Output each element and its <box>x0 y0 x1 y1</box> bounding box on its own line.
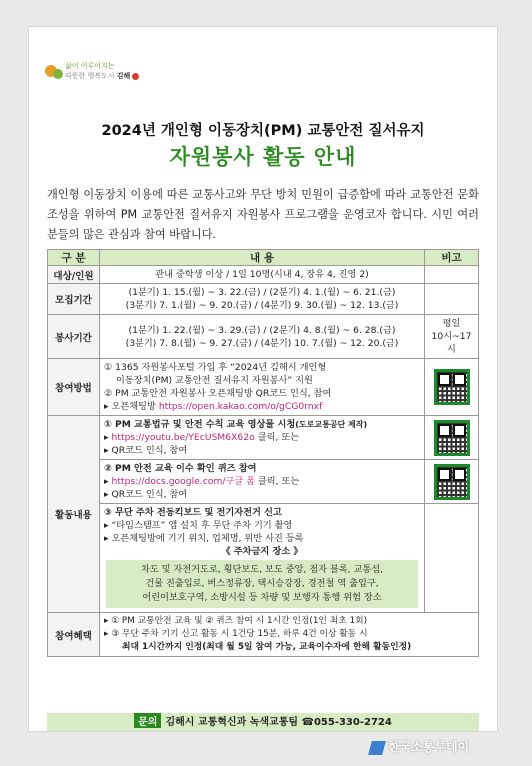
video-qr-code[interactable] <box>434 420 470 456</box>
service-line2: (3분기) 7. 8.(월) ~ 9. 27.(금) / (4분기) 10. 7.(월) ~ 12. 20.(금) <box>125 337 399 349</box>
activity3-title <box>104 506 420 519</box>
no-parking-line3: 어린이보호구역, 소방시설 등 차량 및 보행자 통행 위험 장소 <box>142 592 382 603</box>
logo-leaf-icon <box>53 69 63 79</box>
service-line1: (1분기) 1. 22.(월) ~ 3. 29.(금) / (2분기) 4. 8.(월) ~ 6. 28.(금) <box>128 324 396 336</box>
no-parking-line1: 차도 및 자전거도로, 횡단보도, 보도 중앙, 점자 블록, 교통섬, <box>140 564 384 575</box>
logo-line2 <box>65 71 139 81</box>
method-label: 참여방법 <box>48 359 100 416</box>
contact-text: 김해시 교통혁신과 녹색교통팀 ☎055-330-2724 <box>165 717 392 728</box>
activity3-title-text: ③ 무단 주차 전동킥보드 및 전기자전거 신고 <box>104 507 282 518</box>
method-line4 <box>104 400 420 413</box>
no-parking-title: 《 주차금지 장소 》 <box>221 546 303 557</box>
openchat-qr-code[interactable] <box>434 369 470 405</box>
activity2-title-text: ② PM 안전 교육 이수 확인 퀴즈 참여 <box>104 463 257 474</box>
watermark <box>370 738 469 755</box>
flyer-page <box>28 26 498 732</box>
method-line3: ② PM 교통안전 자원봉사 오픈채팅방 QR코드 인식, 참여 <box>104 388 332 399</box>
benefit-label: 참여혜택 <box>48 613 100 657</box>
activity3-line1: ▸ “타임스탬프” 앱 설치 후 무단 주차 기기 촬영 <box>104 520 293 531</box>
contact-bar <box>47 713 479 731</box>
activity2-title <box>104 462 420 475</box>
no-parking-line2: 건물 진출입로, 버스정류장, 택시승강장, 경전철 역 출입구, <box>145 578 379 589</box>
quiz-link[interactable]: https://docs.google.com/구글 폼 <box>111 476 255 487</box>
activity1-qr-line: ▸ QR코드 인식, 참여 <box>104 445 188 456</box>
method-line2: 이동장치(PM) 교통안전 질서유지 자원봉사” 지원 <box>116 375 313 386</box>
service-label: 봉사기간 <box>48 315 100 359</box>
activity1-title <box>104 418 420 431</box>
header-content: 내 용 <box>100 250 425 266</box>
logo-city: 김해 <box>116 72 131 80</box>
activity3-line2: ▸ 오픈채팅방에 기기 위치, 업체명, 위반 사진 등록 <box>104 533 304 544</box>
method-line4-pre: ▸ 오픈채팅방 <box>104 401 159 412</box>
contact-tag: 문의 <box>134 713 161 728</box>
activity2-qr-line: ▸ QR코드 인식, 참여 <box>104 489 188 500</box>
header-note: 비고 <box>425 250 479 266</box>
recruit-line2: (3분기) 7. 1.(월) ~ 9. 20.(금) / (4분기) 9. 30.(월) ~ 12. 13.(금) <box>125 300 399 311</box>
activity2-link-line: ▸ https://docs.google.com/구글 폼 클릭, 또는 <box>104 476 300 487</box>
flyer-subtitle: 자원봉사 활동 안내 <box>169 145 357 169</box>
method-line1: ① 1365 자원봉사포털 가입 후 “2024년 김해시 개인형 <box>104 362 327 373</box>
activity2-after: 클릭, 또는 <box>255 476 300 487</box>
target-label: 대상/인원 <box>48 266 100 284</box>
logo-dot-icon <box>132 73 139 80</box>
quiz-qr-code[interactable] <box>434 464 470 500</box>
city-logo <box>45 61 165 101</box>
activity1-after: 클릭, 또는 <box>254 432 299 443</box>
service-note2: 10시~17시 <box>431 331 472 355</box>
flyer-title: 2024년 개인형 이동장치(PM) 교통안전 질서유지 <box>101 123 425 139</box>
header-category: 구 분 <box>48 250 100 266</box>
benefit-line2: ▸ ③ 무단 주차 기기 신고 활동 시 1건당 15분, 하루 4건 이상 활동 시 <box>104 629 368 639</box>
target-text: 관내 중학생 이상 / 1일 10명(시내 4, 장유 4, 진영 2) <box>155 269 369 280</box>
logo-line1: 삶이 이루어지는 <box>65 62 115 70</box>
service-note1: 평일 <box>442 318 461 329</box>
recruit-line1: (1분기) 1. 15.(월) ~ 3. 22.(금) / (2분기) 4. 1.(월) ~ 6. 21.(금) <box>128 287 396 298</box>
watermark-logo-icon <box>368 741 386 755</box>
logo-line2-pre: 따뜻한 행복도시 <box>65 72 117 80</box>
benefit-line1: ▸ ① PM 교통안전 교육 및 ② 퀴즈 참여 시 1시간 인정(1인 최초 1회) <box>104 616 368 626</box>
openchat-link[interactable]: https://open.kakao.com/o/gCG0rnxf <box>158 401 323 412</box>
activity1-title-text: ① PM 교통법규 및 안전 수칙 교육 영상물 시청 <box>104 419 296 430</box>
benefit-line3: 최대 1시간까지 인정(최대 월 5일 참여 가능, 교육이수자에 한해 활동인정) <box>122 642 412 652</box>
activity1-link-line: ▸ https://youtu.be/YEcUSM6X62o 클릭, 또는 <box>104 432 299 443</box>
watermark-text: 한국소통투데이 <box>388 740 470 754</box>
intro-paragraph: 개인형 이동장치 이용에 따른 교통사고와 무단 방치 민원이 급증함에 따라 교통안전 문화 조성을 위하여 PM 교통안전 질서유지 자원봉사 프로그램을 운영코자 합니다. 시민 여러분들의 많은 관심과 참여 바랍니다. <box>47 188 479 241</box>
info-table <box>47 249 479 657</box>
activity1-source: (도로교통공단 제작) <box>295 420 368 429</box>
no-parking-box <box>106 560 418 608</box>
recruit-label: 모집기간 <box>48 284 100 315</box>
video-link[interactable]: https://youtu.be/YEcUSM6X62o <box>111 432 255 443</box>
activity-label: 활동내용 <box>48 416 100 613</box>
